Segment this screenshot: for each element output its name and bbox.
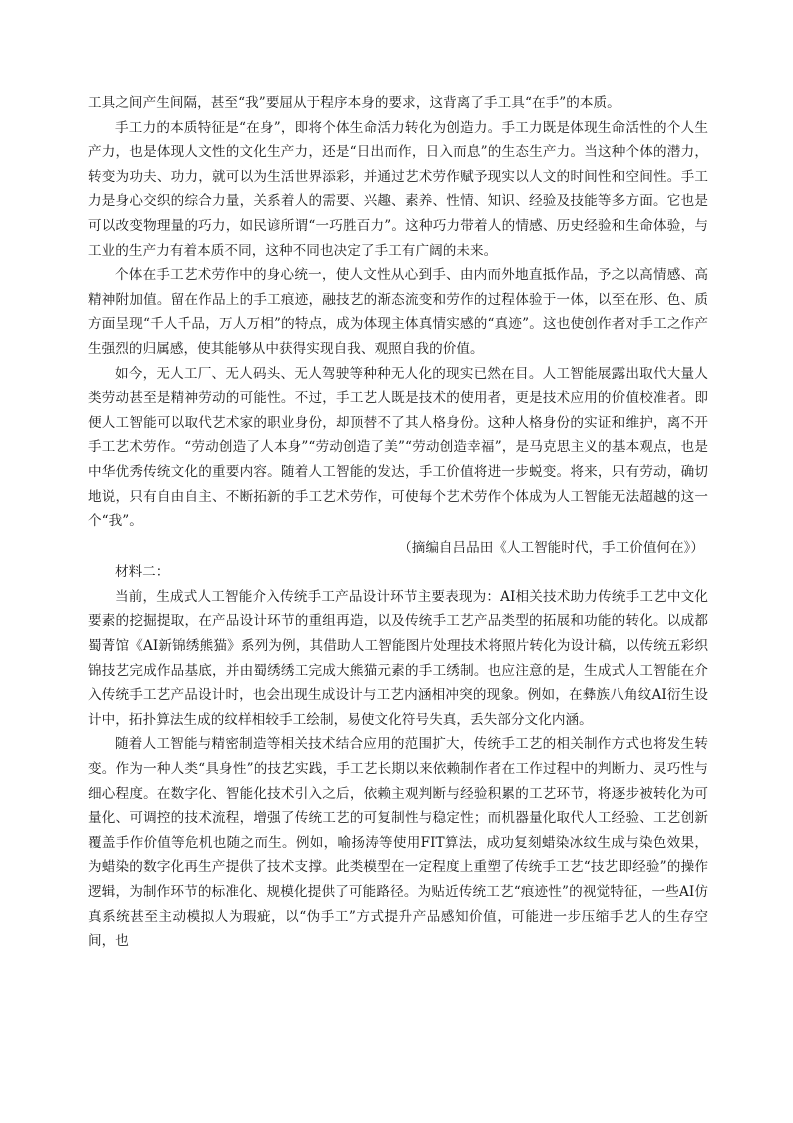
paragraph-generative-ai-design: 当前，生成式人工智能介入传统手工产品设计环节主要表现为：AI相关技术助力传统手工艺中文化要素的挖掘提取，在产品设计环节的重组再造，以及传统手工艺产品类型的拓展和功能的转化。以成都蜀菁馆《AI新锦绣熊猫》系列为例，其借助人工智能图片处理技术将照片转化为设计稿，以传统五彩织锦技艺完成作品基底，并由蜀绣绣工完成大熊猫元素的手工绣制。也应注意的是，生成式人工智能在介入传统手工艺产品设计时，也会出现生成设计与工艺内涵相冲突的现象。例如，在彝族八角纹AI衍生设计中，拓扑算法生成的纹样相较手工绘制，易使文化符号失真，丢失部分文化内涵。 (88, 588, 708, 728)
paragraph-ai-era: 如今，无人工厂、无人码头、无人驾驶等种种无人化的现实已然在目。人工智能展露出取代大量人类劳动甚至是精神劳动的可能性。不过，手工艺人既是技术的使用者，更是技术应用的价值校准者。即便人工智能可以取代艺术家的职业身份，却顶替不了其人格身份。这种人格身份的实证和维护，离不开手工艺术劳作。“劳动创造了人本身”“劳动创造了美”“劳动创造幸福”，是马克思主义的基本观点，也是中华优秀传统文化的重要内容。随着人工智能的发达，手工价值将进一步蜕变。将来，只有劳动，确切地说，只有自由自主、不断拓新的手工艺术劳作，可使每个艺术劳作个体成为人工智能无法超越的这一个“我”。 (88, 365, 708, 530)
material-two-heading: 材料二： (115, 564, 170, 581)
paragraph-production-change: 随着人工智能与精密制造等相关技术结合应用的范围扩大，传统手工艺的相关制作方式也将发生转变。作为一种人类“具身性”的技艺实践，手工艺长期以来依赖制作者在工作过程中的判断力、灵巧性与细心程度。在数字化、智能化技术引入之后，依赖主观判断与经验积累的工艺环节，将逐步被转化为可量化、可调控的技术流程，增强了传统工艺的可复制性与稳定性；而机器量化取代人工经验、工艺创新覆盖手作价值等危机也随之而生。例如，喻扬涛等使用FIT算法，成功复刻蜡染冰纹生成与染色效果，为蜡染的数字化再生产提供了技术支撑。此类模型在一定程度上重塑了传统手工艺“技艺即经验”的操作逻辑，为制作环节的标准化、规模化提供了可能路径。为贴近传统工艺“痕迹性”的视觉特征，一些AI仿真系统甚至主动模拟人为瑕疵，以“伪手工”方式提升产品感知价值，可能进一步压缩手艺人的生存空间，也 (88, 736, 708, 950)
paragraph-continued: 工具之间产生间隔，甚至“我”要屈从于程序本身的要求，这背离了手工具“在手”的本质。 (88, 95, 621, 111)
document-page (88, 91, 708, 954)
paragraph-body-mind-unity: 个体在手工艺术劳作中的身心统一，使人文性从心到手、由内而外地直抵作品，予之以高情感、高精神附加值。留在作品上的手工痕迹，融技艺的渐态流变和劳作的过程体验于一体，以至在形、色、质方面呈现“千人千品，万人万相”的特点，成为体现主体真情实感的“真迹”。这也使创作者对手工之作产生强烈的归属感，使其能够从中获得实现自我、观照自我的价值。 (88, 267, 708, 357)
paragraph-handcraft-essence: 手工力的本质特征是“在身”，即将个体生命活力转化为创造力。手工力既是体现生命活性的个人生产力，也是体现人文性的文化生产力，还是“日出而作，日入而息”的生态生产力。当这种个体的潜力，转变为功夫、功力，就可以为生活世界添彩，并通过艺术劳作赋予现实以人文的时间性和空间性。手工力是身心交织的综合力量，关系着人的需要、兴趣、素养、性情、知识、经验及技能等多方面。它也是可以改变物理量的巧力，如民谚所谓“一巧胜百力”。这种巧力带着人的情感、历史经验和生命体验，与工业的生产力有着本质不同，这种不同也决定了手工有广阔的未来。 (88, 119, 708, 259)
source-citation: （摘编自吕品田《人工智能时代，手工价值何在》） (398, 539, 704, 556)
